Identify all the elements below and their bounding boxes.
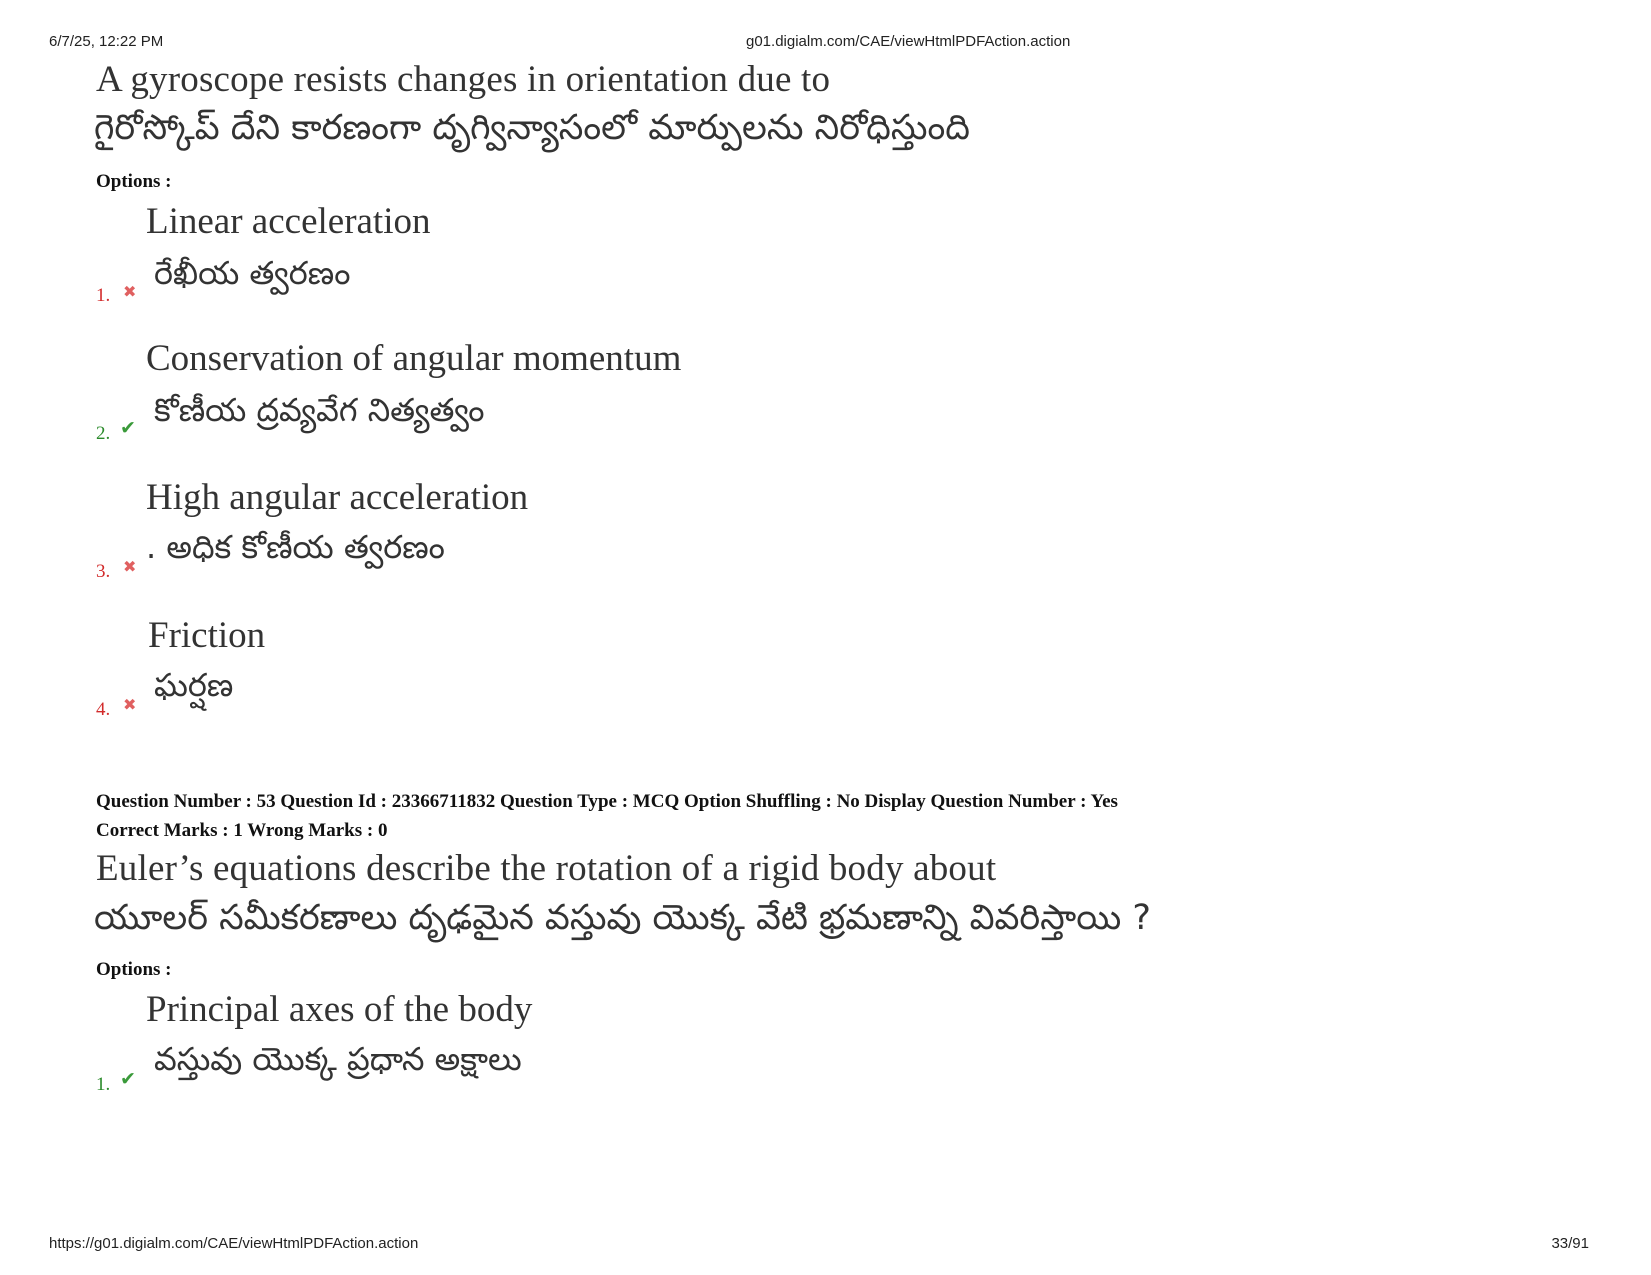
options-label: Options : [96,171,172,192]
option-text-telugu: . అధిక కోణీయ త్వరణం [146,528,445,566]
print-url-header: g01.digialm.com/CAE/viewHtmlPDFAction.action [746,33,1071,50]
question-text-english: Euler’s equations describe the rotation of a rigid body about [96,848,997,889]
question-text-telugu: గైరోస్కోప్ దేని కారణంగా దృగ్విన్యాసంలో మార్పులను నిరోధిస్తుంది [94,108,970,148]
option-number: 3. [96,561,111,582]
marks-meta: Correct Marks : 1 Wrong Marks : 0 [96,820,388,841]
print-url-footer: https://g01.digialm.com/CAE/viewHtmlPDFAction.action [49,1235,419,1252]
option-number: 1. [96,1074,111,1095]
check-icon: ✔ [120,417,136,439]
option-text-english: Principal axes of the body [146,989,533,1030]
question-text-english: A gyroscope resists changes in orientation due to [96,59,831,100]
option-number: 4. [96,699,111,720]
options-label: Options : [96,959,172,980]
option-text-english: Linear acceleration [146,201,431,242]
option-text-english: Friction [148,615,266,656]
option-text-telugu: కోణీయ ద్రవ్యవేగ నిత్యత్వం [154,391,485,429]
option-number: 2. [96,423,111,444]
check-icon: ✔ [120,1068,136,1090]
cross-icon: ✖ [123,695,137,714]
question-meta: Question Number : 53 Question Id : 23366711832 Question Type : MCQ Option Shuffling : No Display Question Number : Yes [96,791,1118,812]
option-text-english: Conservation of angular momentum [146,338,682,379]
cross-icon: ✖ [123,282,137,301]
option-text-telugu: రేఖీయ త్వరణం [154,254,351,292]
option-text-telugu: ఘర్షణ [154,666,234,704]
cross-icon: ✖ [123,557,137,576]
option-text-english: High angular acceleration [146,477,529,518]
question-text-telugu: యూలర్ సమీకరణాలు దృఢమైన వస్తువు యొక్క వేటి భ్రమణాన్ని వివరిస్తాయి ? [94,898,1151,938]
page-number: 33/91 [1551,1235,1589,1252]
option-number: 1. [96,285,111,306]
print-datetime: 6/7/25, 12:22 PM [49,33,164,50]
option-text-telugu: వస్తువు యొక్క ప్రధాన అక్షాలు [154,1040,522,1078]
